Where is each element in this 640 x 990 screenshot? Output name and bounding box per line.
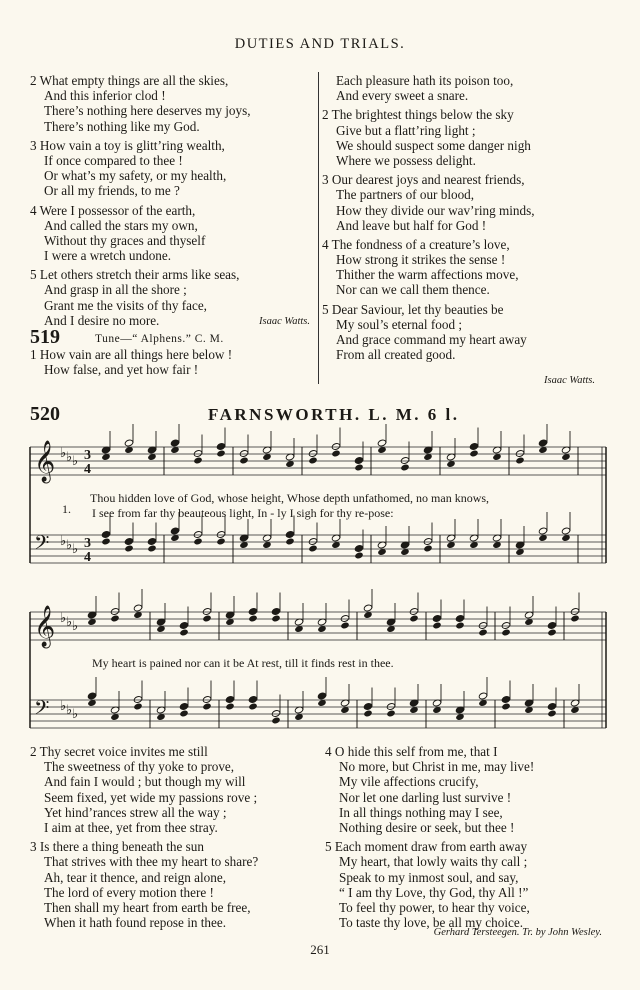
verse-line: Where we possess delight. <box>336 152 476 168</box>
verse-line: There’s nothing like my God. <box>44 118 200 134</box>
note-head <box>202 696 211 704</box>
verse-line: Thither the warm affections move, <box>336 267 519 283</box>
note-head <box>354 457 363 465</box>
treble-clef-icon: 𝄞 <box>34 441 56 482</box>
note-head <box>87 692 96 700</box>
note-head <box>354 545 363 553</box>
note-head <box>561 527 570 535</box>
hymn-520-attribution: Gerhard Tersteegen. Tr. by John Wesley. <box>433 927 602 938</box>
note-head <box>179 622 188 630</box>
bass-staff <box>30 700 606 728</box>
note-head <box>193 531 202 539</box>
note-head <box>101 531 110 539</box>
lyric-line-2: I see from far thy beauteous light, In - ly I sigh for thy re-pose: <box>92 506 394 520</box>
note-head <box>179 629 188 637</box>
note-head <box>469 443 478 451</box>
hymn-520-verses-right <box>325 744 620 930</box>
note-head <box>547 622 556 630</box>
hymn-519-verses <box>322 73 622 362</box>
verse-line: 3 Is there a thing beneath the sun <box>30 839 204 855</box>
verse-line: Speak to my inmost soul, and say, <box>339 869 519 885</box>
flat-icon: ♭ <box>72 541 79 556</box>
verse-line: 2 The brightest things below the sky <box>322 107 514 123</box>
note-head <box>271 615 280 623</box>
hymn-519-number: 519 <box>30 326 60 348</box>
verse-line: Grant me the visits of thy face, <box>44 297 207 313</box>
note-head <box>225 696 234 704</box>
note-head <box>239 457 248 465</box>
note-head <box>570 608 579 616</box>
note-head <box>179 703 188 711</box>
verse-number: 1. <box>62 502 71 516</box>
hymn-519-tune: Tune—“ Alphens.” C. M. <box>95 333 224 345</box>
verse-line: Seem fixed, yet wide my passions rove ; <box>44 789 258 805</box>
note-head <box>271 710 280 718</box>
note-head <box>216 450 225 458</box>
time-signature: 3 <box>84 536 91 551</box>
note-head <box>501 622 510 630</box>
note-head <box>133 703 142 711</box>
verse-line: How strong it strikes the sense ! <box>336 252 506 268</box>
verse-line: How they divide our wav’ring minds, <box>336 202 535 218</box>
note-head <box>248 608 257 616</box>
bass-staff <box>30 535 606 563</box>
note-head <box>423 538 432 546</box>
hymn-520-verses-left <box>30 744 320 930</box>
lyric-line-1: Thou hidden love of God, whose height, Whose depth unfathomed, no man knows, <box>90 491 490 505</box>
verse-line: “ I am thy Love, thy God, thy All !” <box>339 884 529 900</box>
verse-line: 4 O hide this self from me, that I <box>325 744 498 759</box>
note-head <box>570 615 579 623</box>
note-head <box>386 710 395 718</box>
verse-line: No more, but Christ in me, may live! <box>339 759 535 775</box>
note-head <box>331 450 340 458</box>
note-head <box>271 608 280 616</box>
note-head <box>377 439 386 447</box>
note-head <box>432 622 441 630</box>
time-signature: 4 <box>84 462 91 477</box>
note-head <box>432 615 441 623</box>
bass-clef-icon: 𝄢 <box>34 696 50 724</box>
note-head <box>216 443 225 451</box>
verse-line: And called the stars my own, <box>44 217 198 233</box>
note-head <box>225 703 234 711</box>
flat-icon: ♭ <box>66 614 73 629</box>
verse-line: 5 Dear Saviour, let thy beauties be <box>322 301 504 317</box>
hymn-518-attribution: Isaac Watts. <box>259 316 310 327</box>
flat-icon: ♭ <box>72 706 79 721</box>
treble-clef-icon: 𝄞 <box>34 606 56 647</box>
note-group <box>87 589 579 640</box>
note-head <box>386 703 395 711</box>
note-head <box>478 629 487 637</box>
flat-icon: ♭ <box>72 618 79 633</box>
note-head <box>354 552 363 560</box>
note-head <box>308 545 317 553</box>
note-head <box>423 545 432 553</box>
verse-line: From all created good. <box>336 347 456 363</box>
note-head <box>400 464 409 472</box>
verse-line: Each pleasure hath its poison too, <box>336 73 514 88</box>
verse-line: Ah, tear it thence, and reign alone, <box>44 869 226 885</box>
note-head <box>193 450 202 458</box>
note-head <box>308 450 317 458</box>
note-head <box>170 527 179 535</box>
note-head <box>547 703 556 711</box>
verse-line: There’s nothing here deserves my joys, <box>44 103 251 119</box>
note-head <box>285 531 294 539</box>
note-head <box>248 703 257 711</box>
verse-line: My soul’s eternal food ; <box>336 316 462 332</box>
note-head <box>110 615 119 623</box>
note-head <box>538 527 547 535</box>
flat-icon: ♭ <box>60 698 67 713</box>
flat-icon: ♭ <box>60 533 67 548</box>
verse-line: Nothing desire or seek, but thee ! <box>339 819 515 835</box>
verse-line: And this inferior clod ! <box>44 88 166 104</box>
note-head <box>515 450 524 458</box>
note-head <box>216 531 225 539</box>
verse-line: 2 Thy secret voice invites me still <box>30 744 208 759</box>
verse-line: Give but a flatt’ring light ; <box>336 122 476 138</box>
note-head <box>538 439 547 447</box>
verse-line: 3 How vain a toy is glitt’ring wealth, <box>30 137 225 153</box>
note-head <box>202 703 211 711</box>
page-header: DUTIES AND TRIALS. <box>234 36 406 52</box>
note-head <box>133 696 142 704</box>
verse-line: Nor let one darling lust survive ! <box>339 789 512 805</box>
hymn-518-verses <box>30 73 315 328</box>
verse-line: 4 The fondness of a creature’s love, <box>322 236 510 252</box>
hymn-520-number: 520 <box>30 403 60 425</box>
flat-icon: ♭ <box>66 449 73 464</box>
note-head <box>308 538 317 546</box>
note-head <box>216 538 225 546</box>
note-head <box>317 692 326 700</box>
verse-line: And leave but half for God ! <box>336 217 487 233</box>
note-head <box>285 538 294 546</box>
flat-icon: ♭ <box>60 445 67 460</box>
note-head <box>239 450 248 458</box>
verse-line: My heart, that lowly waits thy call ; <box>339 854 528 870</box>
time-signature: 3 <box>84 448 91 463</box>
time-signature: 4 <box>84 550 91 565</box>
verse-line: 5 Each moment draw from earth away <box>325 839 528 855</box>
note-head <box>547 710 556 718</box>
verse-line: In all things nothing may I see, <box>339 804 503 820</box>
verse-line: 3 Our dearest joys and nearest friends, <box>322 172 525 188</box>
note-head <box>179 710 188 718</box>
note-head <box>340 615 349 623</box>
note-head <box>202 615 211 623</box>
note-head <box>455 622 464 630</box>
note-head <box>501 696 510 704</box>
flat-icon: ♭ <box>60 610 67 625</box>
bass-clef-icon: 𝄢 <box>34 531 50 559</box>
note-head <box>170 439 179 447</box>
note-head <box>124 538 133 546</box>
verse-line: To taste thy love, be all my choice. <box>339 915 524 931</box>
hymn-519-attribution: Isaac Watts. <box>544 375 595 386</box>
verse-line: And grasp in all the shore ; <box>44 282 187 298</box>
verse-line: My vile affections crucify, <box>339 774 479 790</box>
note-head <box>363 710 372 718</box>
verse-line: Without thy graces and thyself <box>44 232 206 248</box>
verse-line: Yet hind’rances strew all the way ; <box>44 804 227 820</box>
note-head <box>363 703 372 711</box>
verse-line: 1 How vain are all things here below ! <box>30 347 233 362</box>
verse-line: And grace command my heart away <box>336 332 527 347</box>
note-head <box>515 457 524 465</box>
verse-line: 4 Were I possessor of the earth, <box>30 202 196 218</box>
note-head <box>547 629 556 637</box>
flat-icon: ♭ <box>66 537 73 552</box>
note-head <box>409 615 418 623</box>
verse-line: The lord of every motion there ! <box>44 884 214 900</box>
verse-line: And I desire no more. <box>44 312 160 328</box>
note-head <box>271 717 280 725</box>
note-head <box>193 538 202 546</box>
verse-line: The sweetness of thy yoke to prove, <box>44 759 235 775</box>
note-group <box>101 424 578 475</box>
verse-line: We should suspect some danger nigh <box>336 137 531 153</box>
verse-line: 2 What empty things are all the skies, <box>30 73 229 88</box>
lyric-line-3: My heart is pained nor can it be At rest, till it finds rest in thee. <box>92 656 394 670</box>
verse-line: How false, and yet how fair ! <box>44 362 199 378</box>
verse-line: That strives with thee my heart to share? <box>44 854 259 870</box>
note-head <box>124 439 133 447</box>
note-head <box>308 457 317 465</box>
note-head <box>110 608 119 616</box>
verse-line: The partners of our blood, <box>336 187 475 203</box>
verse-line: I aim at thee, yet from thee stray. <box>44 819 218 835</box>
note-head <box>469 450 478 458</box>
note-head <box>340 622 349 630</box>
note-head <box>133 604 142 612</box>
note-group <box>87 677 579 728</box>
note-head <box>363 604 372 612</box>
note-head <box>478 692 487 700</box>
note-head <box>409 608 418 616</box>
verse-line: And every sweet a snare. <box>336 88 469 104</box>
note-head <box>248 615 257 623</box>
verse-line: 5 Let others stretch their arms like seas, <box>30 267 240 283</box>
note-head <box>101 538 110 546</box>
note-head <box>501 703 510 711</box>
note-head <box>478 622 487 630</box>
verse-line: If once compared to thee ! <box>44 152 183 168</box>
note-head <box>354 464 363 472</box>
verse-line: When it hath found repose in thee. <box>44 915 227 931</box>
flat-icon: ♭ <box>66 702 73 717</box>
hymn-519-verse-1 <box>30 347 315 377</box>
note-head <box>248 696 257 704</box>
column-divider <box>318 72 319 384</box>
note-head <box>455 615 464 623</box>
flat-icon: ♭ <box>72 453 79 468</box>
verse-line: To feel thy power, to hear thy voice, <box>339 899 530 915</box>
note-head <box>147 538 156 546</box>
note-head <box>331 443 340 451</box>
note-head <box>147 545 156 553</box>
verse-line: Or what’s my safety, or my health, <box>44 168 227 184</box>
verse-line: Or all my friends, to me ? <box>44 183 180 199</box>
verse-line: Nor can we call them thence. <box>336 282 490 298</box>
note-head <box>124 545 133 553</box>
verse-line: Then shall my heart from earth be free, <box>44 899 251 915</box>
note-head <box>400 457 409 465</box>
note-head <box>501 629 510 637</box>
verse-line: And fain I would ; but though my will <box>44 774 246 790</box>
note-head <box>193 457 202 465</box>
note-head <box>202 608 211 616</box>
hymn-520-tune-title: FARNSWORTH. L. M. 6 l. <box>208 405 460 424</box>
page-number: 261 <box>310 942 330 957</box>
verse-line: I were a wretch undone. <box>44 248 172 264</box>
